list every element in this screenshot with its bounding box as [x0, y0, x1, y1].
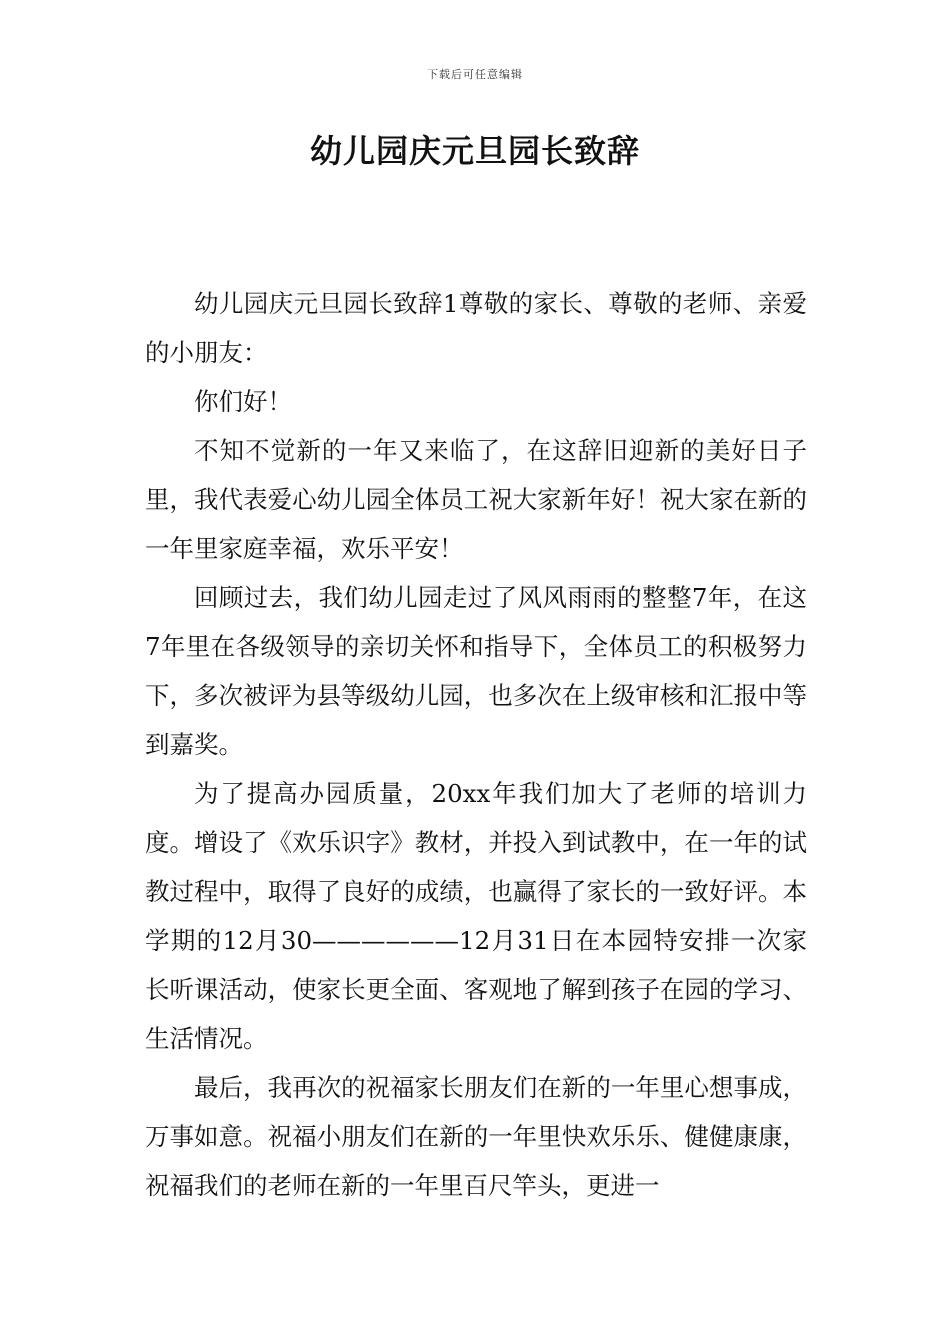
- header-note: 下载后可任意编辑: [427, 68, 523, 81]
- document-title: 幼儿园庆元旦园长致辞: [309, 132, 640, 170]
- paragraph-quality: 为了提高办园质量，20xx年我们加大了老师的培训力度。增设了《欢乐识字》教材，并投入到试教中，在一年的试教过程中，取得了良好的成绩，也赢得了家长的一致好评。本学期的12月30——————12月31日在本园特安排一次家长听课活动，使家长更全面、客观地了解到孩子在园的学习、生活情况。: [145, 779, 807, 1053]
- paragraph-new-year-wishes: 不知不觉新的一年又来临了，在这辞旧迎新的美好日子里，我代表爱心幼儿园全体员工祝大家新年好！祝大家在新的一年里家庭幸福，欢乐平安！: [145, 436, 807, 563]
- paragraph-closing: 最后，我再次的祝福家长朋友们在新的一年里心想事成，万事如意。祝福小朋友们在新的一年里快欢乐乐、健健康康，祝福我们的老师在新的一年里百尺竿头，更进一: [145, 1073, 807, 1200]
- paragraph-hello: 你们好！: [194, 387, 292, 416]
- document-body: [145, 279, 807, 1210]
- paragraph-greeting: 幼儿园庆元旦园长致辞1尊敬的家长、尊敬的老师、亲爱的小朋友：: [145, 289, 807, 367]
- paragraph-review: 回顾过去，我们幼儿园走过了风风雨雨的整整7年，在这7年里在各级领导的亲切关怀和指导下，全体员工的积极努力下，多次被评为县等级幼儿园，也多次在上级审核和汇报中等到嘉奖。: [145, 583, 807, 759]
